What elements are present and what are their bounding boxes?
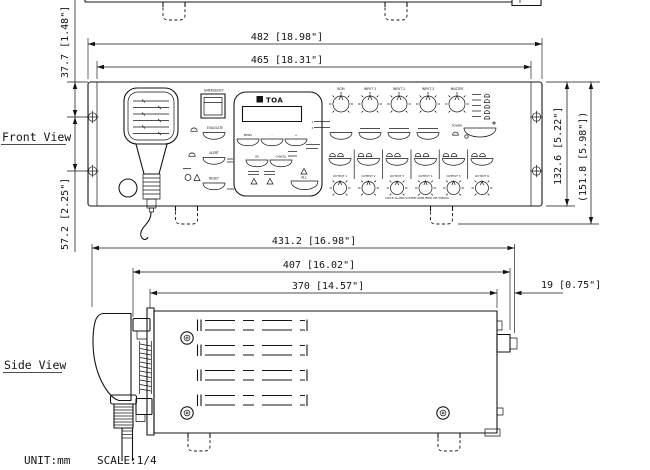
unit-note: UNIT:mm bbox=[24, 454, 71, 467]
emergency-key-block bbox=[183, 89, 234, 190]
input1-select-key bbox=[359, 133, 381, 140]
input3-knob bbox=[416, 92, 440, 113]
menu-key-label: MENU bbox=[243, 133, 253, 137]
plus-key bbox=[285, 139, 307, 146]
dim-width-overall: 482 [18.98"] bbox=[250, 32, 324, 43]
minus-key-label: - bbox=[271, 133, 273, 137]
bgm-position-1: 1 bbox=[311, 120, 314, 124]
dim-top-to-hole: 37.7 [1.48"] bbox=[60, 5, 71, 78]
input1-knob bbox=[358, 92, 382, 113]
menu-key bbox=[237, 139, 259, 146]
dim-depth-chassis: 370 [14.57"] bbox=[291, 281, 365, 292]
output-4-group bbox=[415, 154, 437, 196]
coiled-cord bbox=[140, 341, 152, 394]
emergency-key-label: EMERGENCY bbox=[204, 88, 224, 93]
reset-key bbox=[203, 183, 225, 190]
bgm-position-2: 2 bbox=[311, 126, 314, 130]
output3-label: OUTPUT 3 bbox=[389, 174, 405, 178]
dim-height-overall: (151.8 [5.98"]) bbox=[578, 111, 589, 202]
knob-label-input2: INPUT 2 bbox=[392, 87, 406, 91]
dim-hole-to-hole: 57.2 [2.25"] bbox=[60, 177, 71, 250]
input2-knob bbox=[387, 92, 411, 113]
mic-indicator-icon bbox=[185, 175, 191, 181]
alert-led-icon bbox=[189, 153, 195, 156]
output-3-group bbox=[386, 154, 408, 196]
rear-projections bbox=[485, 321, 517, 436]
front-dimensions bbox=[60, 0, 600, 252]
toa-logo-icon bbox=[257, 96, 264, 103]
bgm-knob bbox=[329, 92, 353, 113]
plus-key-label: + bbox=[294, 133, 298, 137]
cancel-key bbox=[270, 160, 292, 167]
all-key bbox=[291, 181, 318, 190]
evacuate-key-label: EVACUATE bbox=[206, 126, 224, 130]
side-view-drawing bbox=[93, 308, 517, 461]
vent-slots bbox=[198, 320, 308, 407]
scale-note: SCALE:1/4 bbox=[97, 454, 157, 467]
side-dimensions bbox=[92, 236, 601, 333]
side-microphone bbox=[93, 314, 152, 462]
screw-icon bbox=[437, 407, 449, 419]
output-1-group bbox=[329, 154, 351, 196]
output5-label: OUTPUT 5 bbox=[446, 174, 461, 178]
alert-key-label: ALERT bbox=[209, 151, 219, 155]
front-view-label: Front View bbox=[2, 130, 72, 144]
lcd-display bbox=[243, 107, 302, 122]
bgm-select-key bbox=[330, 133, 352, 140]
rack-hole-icon bbox=[530, 165, 542, 177]
monitor-key bbox=[464, 128, 496, 137]
reset-key-label: RESET bbox=[209, 176, 219, 181]
lcd-operation-panel bbox=[234, 92, 322, 196]
evacuate-led-icon bbox=[191, 128, 197, 131]
output-5-group bbox=[443, 154, 465, 196]
top-view-partial bbox=[85, 0, 541, 20]
output2-label: OUTPUT 2 bbox=[361, 174, 376, 178]
mic-hanger-ring bbox=[119, 179, 137, 197]
power-label: POWER bbox=[451, 123, 463, 128]
ok-key-label: OK bbox=[254, 154, 260, 159]
ok-key bbox=[246, 160, 268, 167]
minus-key bbox=[261, 139, 283, 146]
all-key-label: ALL bbox=[301, 175, 307, 180]
output1-label: OUTPUT 1 bbox=[332, 174, 348, 178]
dim-depth-rear: 19 [0.75"] bbox=[541, 280, 602, 291]
master-knob bbox=[445, 92, 469, 113]
power-led-icon bbox=[453, 132, 459, 135]
fireman-microphone bbox=[119, 88, 178, 239]
input-knob-row bbox=[312, 87, 497, 139]
input2-select-key bbox=[388, 133, 410, 140]
side-view-label: Side View bbox=[4, 358, 67, 372]
screw-icon bbox=[181, 407, 193, 419]
knob-label-input3: INPUT 3 bbox=[421, 87, 435, 91]
knob-label-master: MASTER bbox=[450, 87, 464, 91]
dim-width-panel: 465 [18.31"] bbox=[250, 55, 324, 66]
evacuate-key bbox=[203, 133, 225, 140]
dim-depth-mid: 407 [16.02"] bbox=[282, 260, 356, 271]
output4-label: OUTPUT 4 bbox=[418, 174, 433, 178]
level-meter bbox=[472, 94, 490, 119]
dim-height-panel: 132.6 [5.22"] bbox=[553, 106, 564, 185]
cancel-key-label: CANCEL bbox=[275, 154, 287, 159]
mic-cable bbox=[141, 212, 151, 239]
output-6-group bbox=[471, 154, 493, 196]
knob-label-input1: INPUT 1 bbox=[363, 87, 377, 91]
rack-hole-icon bbox=[530, 111, 542, 123]
knob-label-bgm: BGM bbox=[337, 87, 345, 91]
output-2-group bbox=[358, 154, 380, 196]
all-led-icon bbox=[301, 169, 307, 175]
model-line: VOICE ALARM SYSTEM AMPLIFIER VM-3360VA bbox=[385, 195, 449, 200]
brand-label: TOA bbox=[266, 96, 284, 105]
output6-label: OUTPUT 6 bbox=[474, 174, 490, 178]
alert-key bbox=[203, 158, 225, 165]
front-view-drawing bbox=[86, 82, 542, 239]
screw-icon bbox=[181, 332, 193, 344]
input3-select-key bbox=[417, 133, 439, 140]
mic-led-icon bbox=[194, 175, 200, 181]
dim-depth-overall: 431.2 [16.98"] bbox=[271, 236, 357, 247]
